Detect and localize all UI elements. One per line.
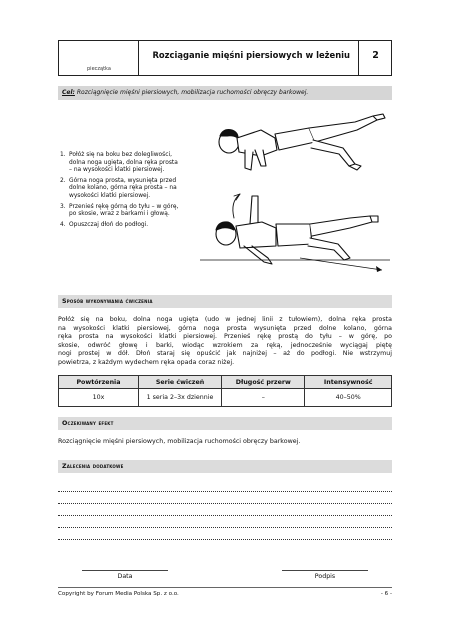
effect-line: Rozciągnięcie mięśni piersiowych, mobilizacja ruchomości obręczy barkowej. bbox=[58, 438, 301, 445]
step-line: Górna noga prosta, wysunięta przed bbox=[69, 177, 177, 184]
stamp-cell bbox=[59, 41, 139, 75]
copyright-text: Copyright by Forum Media Polska Sp. z o.o. bbox=[58, 591, 179, 597]
notes-line[interactable] bbox=[58, 503, 392, 504]
number-cell bbox=[359, 41, 392, 75]
column-header: Intensywność bbox=[305, 376, 392, 389]
step-number: 3. bbox=[60, 203, 66, 210]
notes-line[interactable] bbox=[58, 539, 392, 540]
step-item bbox=[60, 204, 210, 219]
notes-line[interactable] bbox=[58, 491, 392, 492]
step-line: wysokości klatki piersiowej. bbox=[69, 192, 151, 199]
step-line: Przenieś rękę górną do tyłu – w górę, bbox=[69, 203, 179, 210]
title-cell bbox=[139, 41, 359, 75]
method-paragraph bbox=[58, 316, 392, 367]
table-header-row bbox=[59, 376, 392, 389]
method-heading: Sposób wykonywania ćwiczenia bbox=[62, 298, 153, 305]
method-heading-bar bbox=[58, 295, 392, 308]
effect-paragraph bbox=[58, 438, 392, 447]
method-line: ręka prosta na wysokości klatki piersiowej. Przenieś rękę prostą do tyłu – w górę, po bbox=[58, 333, 392, 340]
step-line: po skosie, wraz z barkami i głową. bbox=[69, 211, 170, 218]
column-header: Długość przerw bbox=[222, 376, 305, 389]
effect-heading: Oczekiwany efekt bbox=[62, 420, 114, 427]
step-number: 1. bbox=[60, 152, 66, 158]
page-number: - 6 - bbox=[380, 591, 392, 597]
step-line: – na wysokości klatki piersiowej. bbox=[69, 167, 165, 174]
method-line: nogi prostej w dół. Dłoń staraj się opuścić jak najniżej – aż do podłogi. Nie wstrzymuj bbox=[58, 350, 392, 357]
method-line: powietrza, z każdym wydechem ręka opada coraz niżej. bbox=[58, 358, 235, 366]
table-cell: 40–50% bbox=[305, 389, 392, 407]
method-line: Połóż się na boku, dolna noga ugięta (udo w jednej linii z tułowiem), dolna ręka prosta bbox=[58, 316, 392, 323]
goal-text: Rozciągnięcie mięśni piersiowych, mobilizacja ruchomości obręczy barkowej. bbox=[76, 89, 309, 96]
column-header: Serie ćwiczeń bbox=[138, 376, 221, 389]
exercise-number: 2 bbox=[372, 50, 379, 61]
stamp-label: pieczątka bbox=[87, 66, 111, 72]
column-header: Powtórzenia bbox=[59, 376, 139, 389]
goal-label: Cel: bbox=[62, 89, 75, 96]
method-line: skosie, odwróć głowę i barki, wiodąc wzrokiem za ręką, jednocześnie wyciągaj piętę bbox=[58, 341, 392, 349]
exercise-illustration-start bbox=[205, 108, 395, 178]
effect-heading-bar bbox=[58, 417, 392, 430]
step-line: dolne kolano, górna ręka prosta – na bbox=[69, 185, 177, 192]
method-line: na wysokości klatki piersiowej, górna noga prosta wysunięta przed dolne kolano, górna bbox=[58, 324, 392, 332]
date-signature-line[interactable] bbox=[82, 570, 168, 571]
step-item bbox=[60, 178, 210, 201]
step-number: 2. bbox=[60, 177, 66, 184]
notes-line[interactable] bbox=[58, 527, 392, 528]
notes-line[interactable] bbox=[58, 515, 392, 516]
step-line: Opuszczaj dłoń do podłogi. bbox=[69, 221, 149, 228]
recommendations-heading-bar bbox=[58, 460, 392, 473]
steps-list bbox=[60, 152, 210, 232]
sign-label: Podpis bbox=[314, 573, 336, 580]
table-cell: – bbox=[222, 389, 305, 407]
exercise-illustration-end bbox=[200, 188, 400, 278]
footer-divider bbox=[58, 587, 392, 588]
header-table bbox=[58, 40, 392, 76]
recommendations-heading: Zalecenia dodatkowe bbox=[62, 463, 124, 470]
step-line: dolna noga ugięta, dolna ręka prosta bbox=[69, 159, 178, 166]
date-label: Data bbox=[117, 573, 133, 580]
step-line: Połóż się na boku bez dolegliwości, bbox=[69, 152, 172, 158]
table-cell: 1 seria 2–3x dziennie bbox=[138, 389, 221, 407]
exercise-title: Rozciąganie mięśni piersiowych w leżeniu bbox=[152, 50, 350, 60]
step-item bbox=[60, 152, 210, 175]
step-item bbox=[60, 222, 210, 230]
exercise-parameters-table bbox=[58, 375, 392, 407]
sign-signature-line[interactable] bbox=[282, 570, 368, 571]
step-number: 4. bbox=[60, 221, 66, 228]
goal-bar bbox=[58, 86, 392, 100]
table-row bbox=[59, 389, 392, 407]
table-cell: 10x bbox=[59, 389, 139, 407]
